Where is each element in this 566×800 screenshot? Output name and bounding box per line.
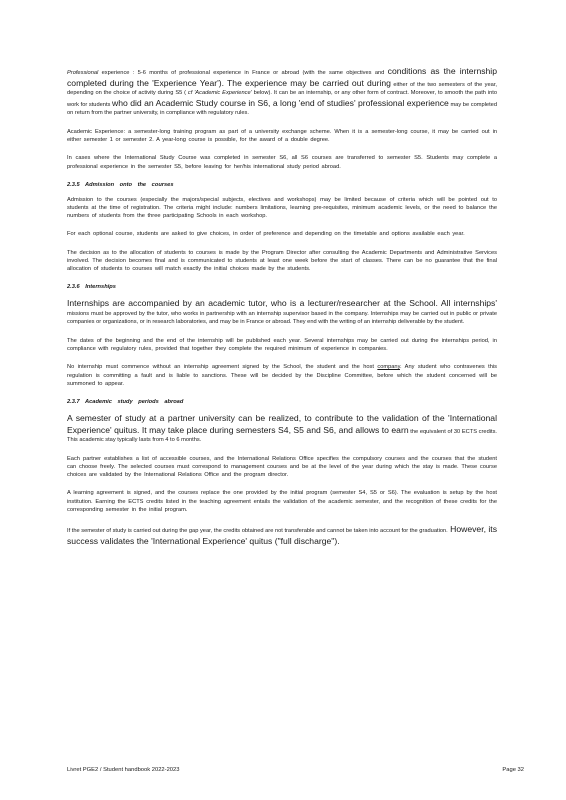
text-span: experience : 5-6 months of professional experience in France or abroad (with the same objectives and [98, 70, 388, 76]
text-span: the equivalent of 30 ECTS credits. This academic stay typically lasts from 4 to 6 months. [67, 428, 498, 444]
page-number: Page 32 [502, 767, 524, 773]
paragraph-professional-experience [67, 66, 497, 118]
text-span: missions must be approved by the tutor, who works in partnership with an internship supervisor based in the company. Internships may be carried out in public or private companies or organizations, or in research laboratories, and may be in France or abroad. They end with the writing of an internship deliverable by the student. [67, 310, 497, 326]
paragraph-learning-agreement: A learning agreement is signed, and the courses replace the one provided by the initial program (semester S4, S5 or S6). The evaluation is setup by the host institution. Earning the ECTS credits listed in the teaching agreement entails the validation of the academic semester, and the recognition of these credits for the corresponding semester in the initial program. [67, 490, 497, 513]
paragraph-gap-year [67, 524, 497, 547]
paragraph-internships-tutor [67, 298, 497, 327]
text-span: No internship must commence without an internship agreement signed by the School, the student and the host [67, 364, 378, 371]
text-span-large: who did an Academic Study course in S6, a long 'end of studies' professional experience [112, 97, 449, 108]
paragraph-admission: Admission to the courses (especially the majors/special subjects, electives and workshops) may be limited because of criteria which will be pointed out to students at the time of registration. The criteria might include: numbers limitations, learning pre-requisites, minimum academic levels, or the need to balance the numbers of students from the three participating Schools in each workshop. [67, 196, 497, 220]
paragraph-internship-dates: The dates of the beginning and the end of the internship will be published each year. Several internships may be carried out during the internships period, in compliance with regulatory rules, provided that together they complete the required minimum of experience in companies. [67, 337, 497, 353]
paragraph-academic-experience: Academic Experience: a semester-long training program as part of a university exchange scheme. When it is a semester-long course, it may be carried out in either semester 1 or semester 2. A year-long course is possible, for the award of a double degree. [67, 128, 497, 144]
text-span-large: A semester of study at a partner university can be realized, to contribute to the validation of the 'International Experience' quitus. It may take place during semesters S4, S5 and S6, and allows to earn [67, 413, 497, 435]
footer-handbook-title: Livret PGE2 / Student handbook 2022-2023 [67, 767, 180, 773]
paragraph-optional-courses: For each optional course, students are asked to give choices, in order of preference and depending on the timetable and options available each year. [67, 231, 465, 238]
text-span: may be completed on return from the partner university, in compliance with regulatory rules. [67, 101, 497, 117]
paragraph-allocation: The decision as to the allocation of students to courses is made by the Program Director after consulting the Academic Departments and Administrative Services involved. The decision becomes final and is communicated to students at least one week before the start of classes. There can be no guarantee that the final allocation of students to courses will match exactly the initial choices made by the students. [67, 249, 497, 272]
text-span-italic: cf 'Academic Experience' [187, 90, 252, 97]
text-span: . Any student who contravenes this regulation is committing a fault and is liable to sanctions. These will be decided by the Discipline Committee, before which the student concerned will be summoned to appear. [67, 364, 497, 387]
text-span-underlined: company [377, 364, 401, 371]
term-professional: Professional [67, 70, 99, 76]
text-span-large: However, its success validates the 'International Experience' quitus ("full discharge"). [67, 524, 497, 546]
paragraph-internship-agreement [67, 363, 497, 388]
text-span-large: Internships are accompanied by an academic tutor, who is a lecturer/researcher at the School. All internships' [67, 298, 497, 309]
section-heading-2-3-7: 2.3.7 Academic study periods abroad [67, 399, 184, 405]
text-span-large: conditions as the internship completed during the 'Experience Year'). The experience may be carried out during [67, 66, 497, 88]
page-content [67, 66, 497, 547]
text-span: If the semester of study is carried out during the gap year, the credits obtained are not transferable and cannot be taken into account for the graduation. [67, 528, 448, 534]
page-footer [67, 767, 524, 773]
section-heading-2-3-5: 2.3.5 Admission onto the courses [67, 181, 174, 188]
paragraph-international-study: In cases where the International Study Course was completed in semester S6, all S6 courses are transferred to semester S5. Students may complete a professional experience in the semester S5, before leaving for her/his international study period abroad. [67, 155, 497, 170]
text-span: either of the two semesters of the year, depending on the choice of activity during S5 ( [67, 81, 497, 97]
text-span: below). It can be an internship, or any other form of contract. Moreover, to smooth the path into work for students [67, 90, 497, 108]
section-heading-2-3-6: 2.3.6 Internships [67, 284, 116, 291]
paragraph-partner-courses: Each partner establishes a list of accessible courses, and the International Relations Office specifies the compulsory courses and the courses that the student can choose freely. The selected courses must correspond to management courses and be at the level of the year during which the stay is made. These course choices are validated by the International Relations Office and the program director. [67, 455, 497, 479]
paragraph-study-semester [67, 413, 497, 445]
